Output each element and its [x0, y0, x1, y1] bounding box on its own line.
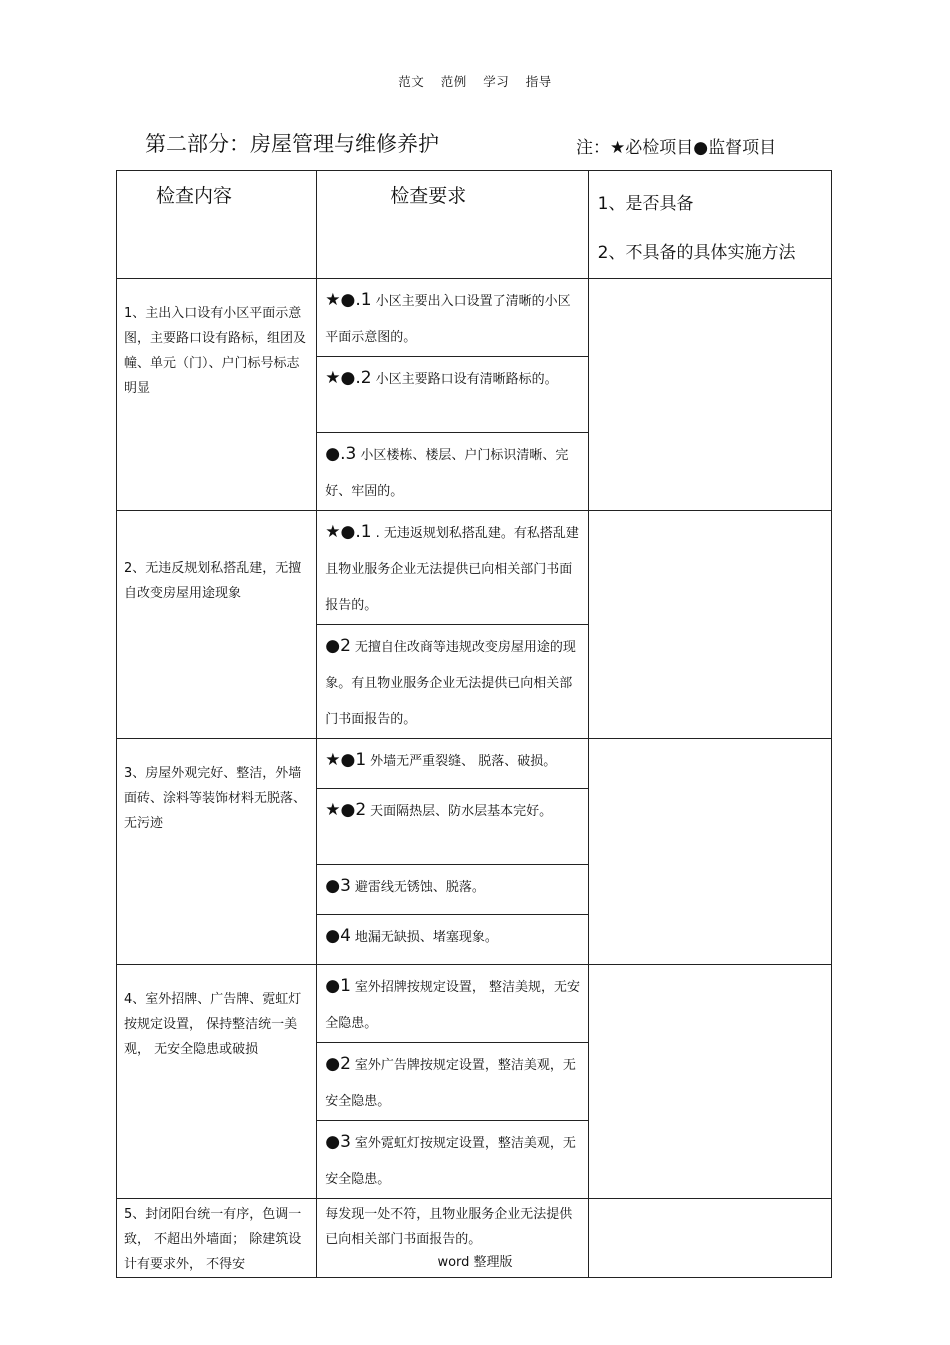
header-inspection-requirements: 检查要求: [317, 171, 588, 279]
header-item: 指导: [525, 74, 552, 89]
page-header: [0, 72, 950, 90]
requirement-symbol: ★●1: [325, 750, 367, 770]
requirement-cell: [317, 915, 588, 965]
header-item: 范文: [398, 74, 425, 89]
requirement-cell: [317, 789, 588, 865]
answer-cell[interactable]: [588, 511, 831, 739]
requirement-cell: [317, 1043, 588, 1121]
item-cell: 5、封闭阳台统一有序，色调一致， 不超出外墙面； 除建筑设计有要求外， 不得安: [117, 1199, 317, 1278]
header-item: 范例: [440, 74, 467, 89]
requirement-symbol: ●.3: [325, 444, 357, 464]
answer-cell[interactable]: [588, 739, 831, 965]
requirement-symbol: ●3: [325, 1132, 351, 1152]
header-item: 学习: [483, 74, 510, 89]
requirement-cell: [317, 433, 588, 511]
header-compliance-line2: 2、不具备的具体实施方法: [597, 243, 796, 263]
requirement-text: 室外广告牌按规定设置，整洁美观，无安全隐患。: [325, 1058, 576, 1109]
item-cell: 1、主出入口设有小区平面示意图，主要路口设有路标，组团及幢、单元（门）、户门标号标志明显: [117, 279, 317, 511]
requirement-text: . 无违返规划私搭乱建。有私搭乱建且物业服务企业无法提供已向相关部门书面报告的。: [325, 526, 579, 613]
requirement-symbol: ★●2: [325, 800, 367, 820]
item-cell: 2、无违反规划私搭乱建，无擅自改变房屋用途现象: [117, 511, 317, 739]
header-compliance-line1: 1、是否具备: [597, 194, 694, 214]
requirement-symbol: ●3: [325, 876, 351, 896]
item-cell: 4、室外招牌、广告牌、霓虹灯按规定设置， 保持整洁统一美观， 无安全隐患或破损: [117, 965, 317, 1199]
page-footer: word 整理版: [437, 1255, 513, 1270]
requirement-text: 室外霓虹灯按规定设置，整洁美观，无安全隐患。: [325, 1136, 576, 1187]
requirement-symbol: ★●.1: [325, 290, 372, 310]
requirement-symbol: ●2: [325, 1054, 351, 1074]
requirement-text: 小区楼栋、楼层、户门标识清晰、完好、牢固的。: [325, 448, 569, 499]
requirement-cell: [317, 357, 588, 433]
requirement-cell: [317, 739, 588, 789]
requirement-symbol: ●1: [325, 976, 351, 996]
header-inspection-content: 检查内容: [117, 171, 317, 279]
requirement-text: 无擅自住改商等违规改变房屋用途的现象。有且物业服务企业无法提供已向相关部门书面报告的。: [325, 640, 576, 727]
requirement-text: 小区主要路口设有清晰路标的。: [375, 372, 558, 387]
requirement-cell: [317, 511, 588, 625]
legend-note: 注：★必检项目●监督项目: [576, 138, 777, 158]
requirement-text: 每发现一处不符，且物业服务企业无法提供已向相关部门书面报告的。: [325, 1207, 573, 1247]
requirement-text: 天面隔热层、防水层基本完好。: [370, 804, 553, 819]
requirement-cell: [317, 1121, 588, 1199]
answer-cell[interactable]: [588, 279, 831, 511]
requirement-text: 地漏无缺损、堵塞现象。: [354, 930, 498, 945]
requirement-text: 外墙无严重裂缝、 脱落、破损。: [370, 754, 557, 769]
requirement-cell: [317, 625, 588, 739]
requirement-text: 室外招牌按规定设置， 整洁美规，无安全隐患。: [325, 980, 581, 1031]
requirement-cell: [317, 965, 588, 1043]
requirement-symbol: ●2: [325, 636, 351, 656]
section-title: 第二部分：房屋管理与维修养护: [145, 132, 439, 156]
requirement-symbol: ★●.2: [325, 368, 372, 388]
inspection-table: [116, 170, 832, 1278]
item-cell: 3、房屋外观完好、整洁，外墙面砖、涂料等装饰材料无脱落、无污迹: [117, 739, 317, 965]
requirement-symbol: ★●.1: [325, 522, 372, 542]
requirement-text: 避雷线无锈蚀、脱落。: [354, 880, 485, 895]
requirement-cell: [317, 865, 588, 915]
requirement-cell: [317, 279, 588, 357]
requirement-symbol: ●4: [325, 926, 351, 946]
requirement-text: 小区主要出入口设置了清晰的小区平面示意图的。: [325, 294, 571, 345]
header-compliance: [588, 171, 831, 279]
answer-cell[interactable]: [588, 965, 831, 1199]
